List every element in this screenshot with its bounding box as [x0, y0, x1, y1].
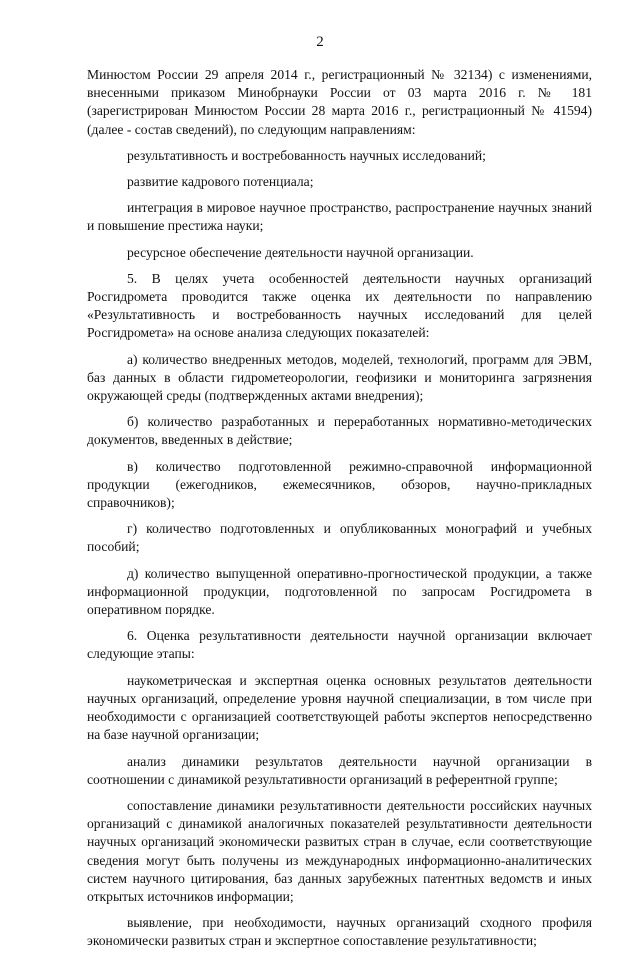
paragraph-direction-personnel: развитие кадрового потенциала;: [127, 174, 314, 190]
paragraph-indicator-b: б) количество разработанных и переработанных нормативно-методических документов, введенных в действие;: [87, 414, 592, 448]
paragraph-stage-identification: выявление, при необходимости, научных организаций сходного профиля экономически развитых стран и экспертное сопоставление результативности;: [87, 915, 592, 949]
paragraph-direction-results: результативность и востребованность научных исследований;: [127, 147, 486, 163]
paragraph-continuation: Минюстом России 29 апреля 2014 г., регистрационный № 32134) с изменениями, внесенными приказом Минобрнауки России от 03 марта 2016 г. № 181 (зарегистрирован Минюстом России 28 марта 2016 г., регистрационный № 41594) (далее - состав сведений), по следующим направлениям:: [87, 67, 592, 137]
paragraph-direction-resources: ресурсное обеспечение деятельности научной организации.: [127, 244, 474, 260]
paragraph-indicator-d: д) количество выпущенной оперативно-прогностической продукции, а также информационной продукции, подготовленной по запросам Росгидромета в оперативном порядке.: [87, 565, 592, 618]
paragraph-indicator-g: г) количество подготовленных и опубликованных монографий и учебных пособий;: [87, 521, 592, 555]
document-body: [87, 66, 592, 959]
paragraph-indicator-v: в) количество подготовленной режимно-справочной информационной продукции (ежегодников, ежемесячников, обзоров, научно-прикладных справочников);: [87, 458, 592, 511]
paragraph-stage-dynamics: анализ динамики результатов деятельности научной организации в соотношении с динамикой результативности организаций в референтной группе;: [87, 753, 592, 787]
paragraph-item-6: 6. Оценка результативности деятельности научной организации включает следующие этапы:: [87, 628, 592, 662]
paragraph-stage-scientometric: наукометрическая и экспертная оценка основных результатов деятельности научных организаций, определение уровня научной специализации, в том числе при необходимости с организацией соответствующей работы экспертов непосредственно на базе научной организации;: [87, 672, 592, 743]
paragraph-stage-comparison: сопоставление динамики результативности деятельности российских научных организаций с динамикой аналогичных показателей результативности деятельности научных организаций экономически развитых стран в случае, если соответствующие сведения могут быть получены из международных информационно-аналитических систем научного цитирования, баз данных зарубежных патентных ведомств и иных открытых источников информации;: [87, 797, 592, 904]
paragraph-direction-integration: интеграция в мировое научное пространство, распространение научных знаний и повышение престижа науки;: [87, 200, 592, 234]
paragraph-indicator-a: а) количество внедренных методов, моделей, технологий, программ для ЭВМ, баз данных в области гидрометеорологии, геофизики и мониторинга загрязнения окружающей среды (подтвержденных актами внедрения);: [87, 351, 592, 404]
paragraph-item-5: 5. В целях учета особенностей деятельности научных организаций Росгидромета проводится также оценка их деятельности по направлению «Результативность и востребованность научных исследований для целей Росгидромета» на основе анализа следующих показателей:: [87, 270, 592, 341]
page-number: 2: [316, 34, 324, 50]
